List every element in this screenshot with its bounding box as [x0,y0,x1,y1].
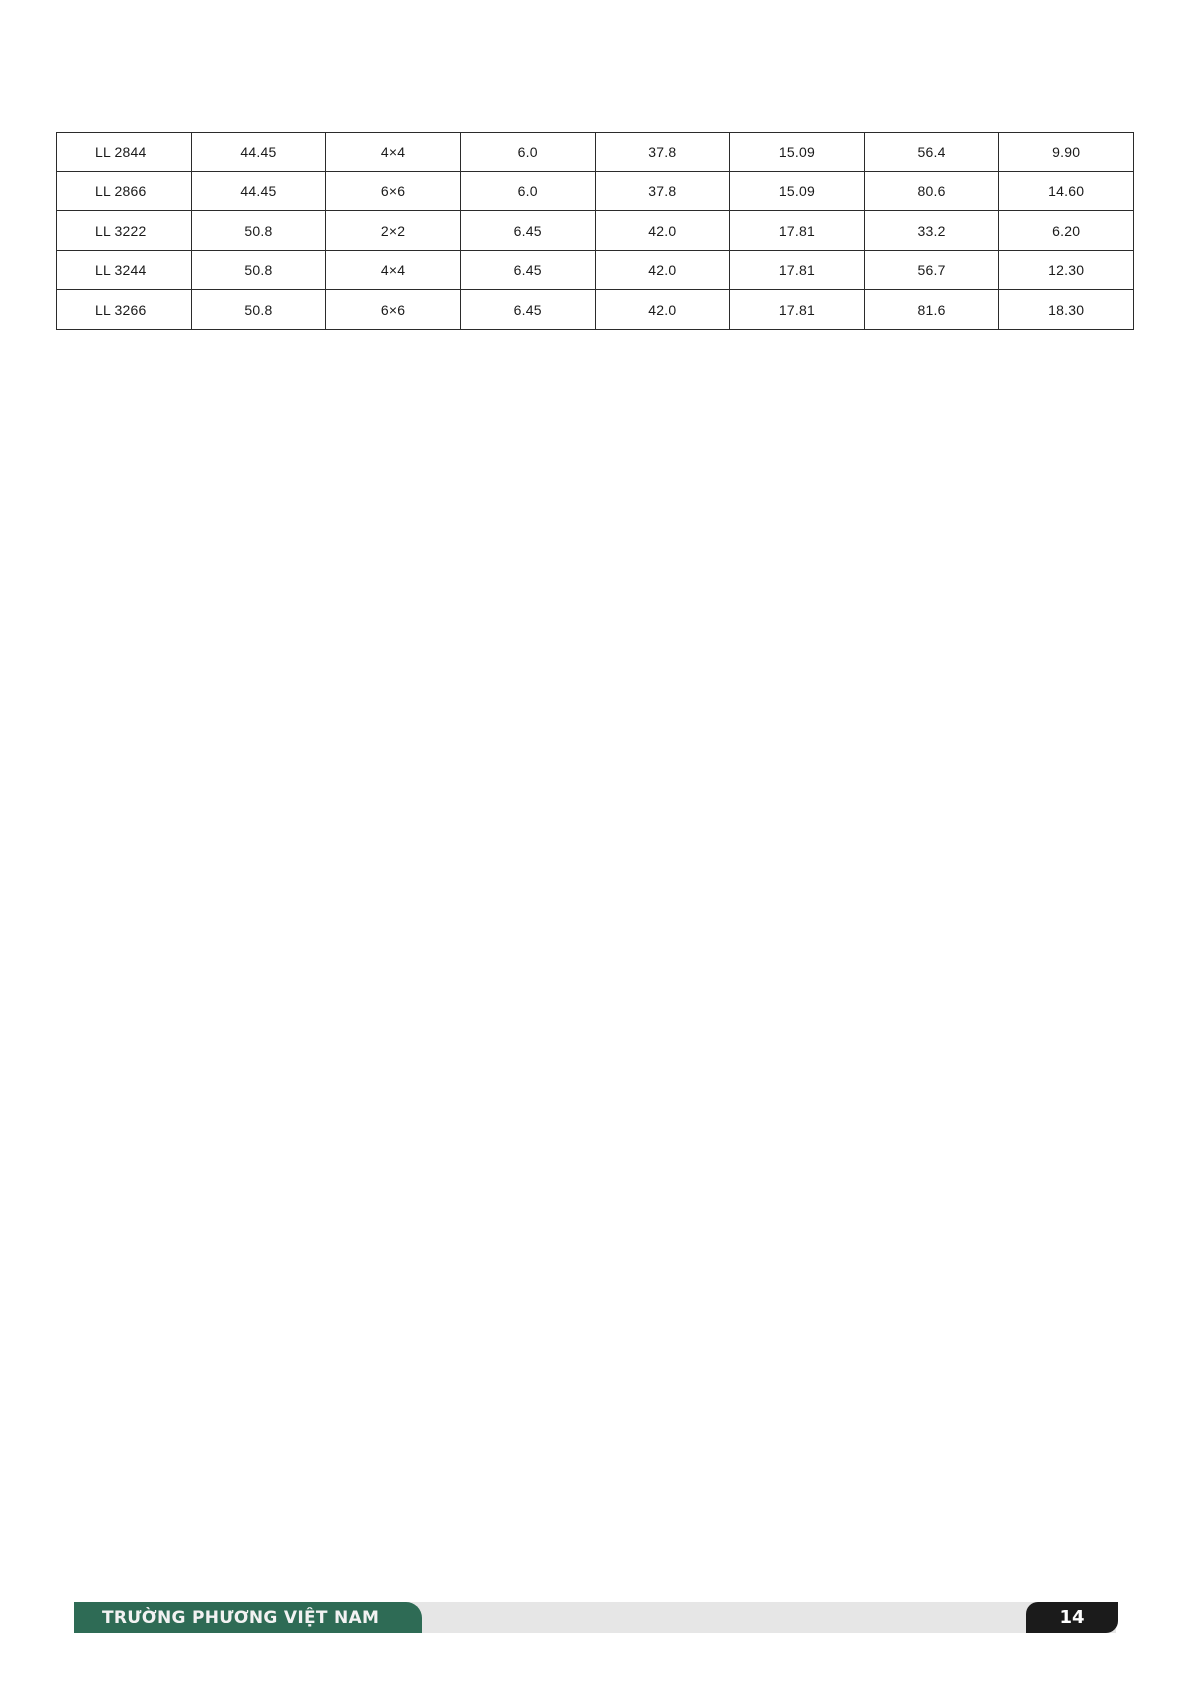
footer-brand-tab [74,1602,422,1633]
table-cell: 6.0 [460,133,595,172]
table-cell: 15.09 [730,133,865,172]
table-cell: 6.45 [460,211,595,251]
table-row [57,133,1134,172]
table-row [57,211,1134,251]
table-cell: 44.45 [191,133,326,172]
table-cell: 15.09 [730,172,865,211]
table-cell: 6.45 [460,251,595,290]
table-cell: 37.8 [595,133,730,172]
page-number-badge [1026,1602,1118,1633]
table-cell: 56.7 [864,251,999,290]
table-cell: 33.2 [864,211,999,251]
table-cell: 80.6 [864,172,999,211]
table-cell: 17.81 [730,290,865,330]
table-row [57,251,1134,290]
table-cell: 50.8 [191,290,326,330]
table-cell: 9.90 [999,133,1134,172]
model-code-cell: LL 3222 [57,211,192,251]
table-cell: 42.0 [595,211,730,251]
table-row [57,290,1134,330]
table-cell: 37.8 [595,172,730,211]
model-code-cell: LL 3266 [57,290,192,330]
table-cell: 81.6 [864,290,999,330]
table-cell: 56.4 [864,133,999,172]
table-cell: 17.81 [730,251,865,290]
model-code-cell: LL 2844 [57,133,192,172]
table-cell: 42.0 [595,251,730,290]
table-cell: 50.8 [191,211,326,251]
table-cell: 4×4 [326,251,461,290]
table-cell: 44.45 [191,172,326,211]
table-cell: 6×6 [326,172,461,211]
table-cell: 6.20 [999,211,1134,251]
table-cell: 42.0 [595,290,730,330]
table-cell: 12.30 [999,251,1134,290]
table-cell: 4×4 [326,133,461,172]
table-cell: 17.81 [730,211,865,251]
footer-brand-name: TRƯỜNG PHƯƠNG VIỆT NAM [102,1607,380,1628]
model-code-cell: LL 2866 [57,172,192,211]
table-row [57,172,1134,211]
page-number: 14 [1059,1607,1085,1628]
table-cell: 2×2 [326,211,461,251]
table-cell: 14.60 [999,172,1134,211]
table-cell: 6.0 [460,172,595,211]
spec-table-body [57,133,1134,330]
table-cell: 50.8 [191,251,326,290]
table-cell: 6×6 [326,290,461,330]
table-cell: 18.30 [999,290,1134,330]
model-code-cell: LL 3244 [57,251,192,290]
table-cell: 6.45 [460,290,595,330]
spec-table [56,132,1134,330]
